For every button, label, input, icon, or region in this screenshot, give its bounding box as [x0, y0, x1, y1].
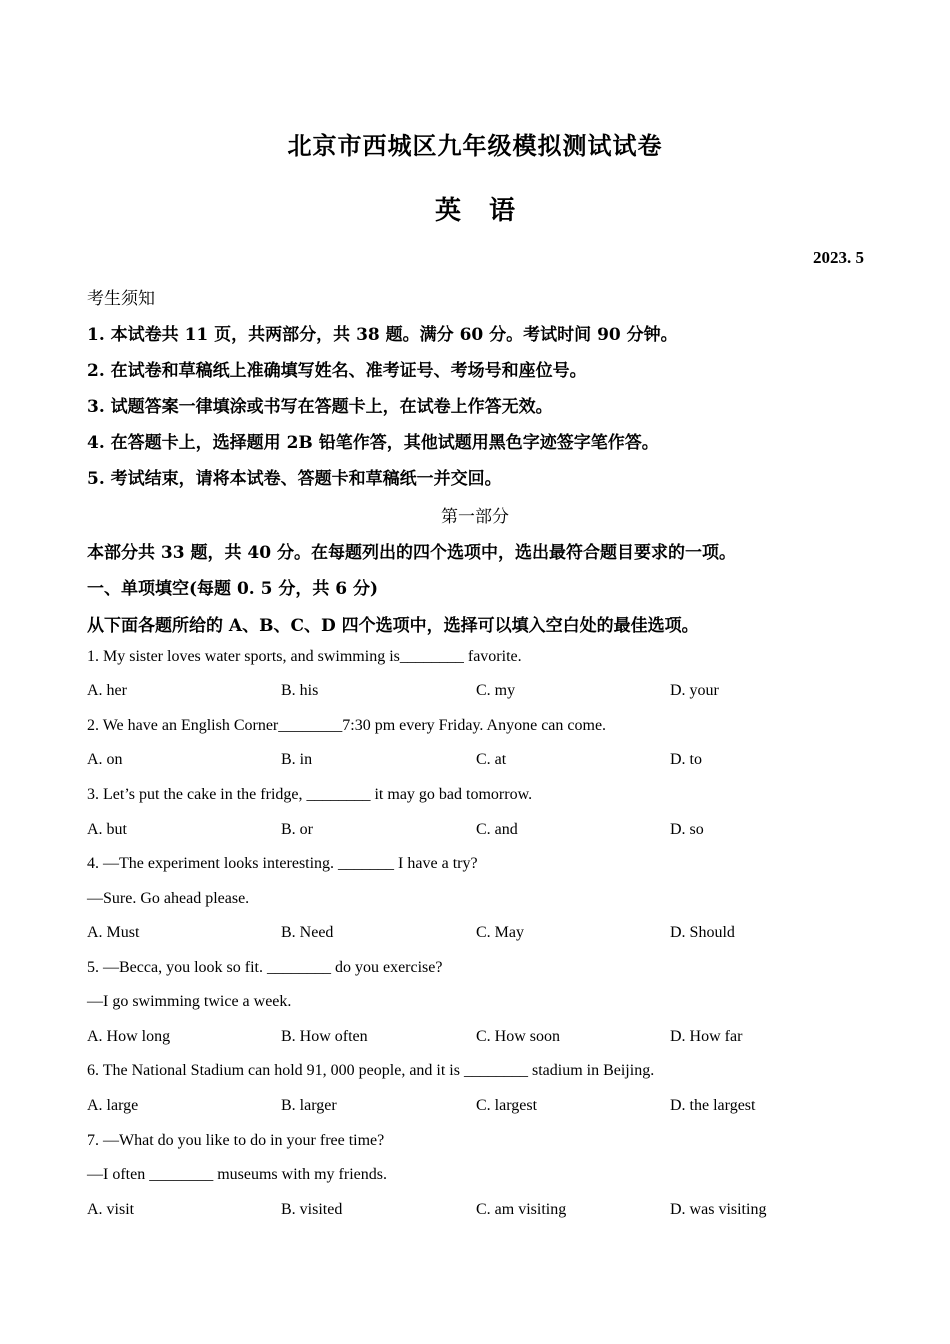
question-5-option-d: D. How far	[670, 1028, 743, 1045]
question-4-stem: 4. —The experiment looks interesting. _______ I have a try?	[87, 855, 478, 872]
question-4-option-d: D. Should	[670, 924, 735, 941]
section-instruction: 从下面各题所给的 A、B、C、D 四个选项中，选择可以填入空白处的最佳选项。	[87, 616, 699, 636]
question-2-option-a: A. on	[87, 751, 123, 768]
question-1-option-a: A. her	[87, 682, 127, 699]
question-7-stem: 7. —What do you like to do in your free time?	[87, 1132, 385, 1149]
question-4-option-a: A. Must	[87, 924, 140, 941]
question-6-option-b: B. larger	[281, 1097, 337, 1114]
question-4-option-b: B. Need	[281, 924, 334, 941]
question-5-stem: 5. —Becca, you look so fit. ________ do you exercise?	[87, 959, 443, 976]
part-title: 第一部分	[441, 507, 509, 527]
question-1-option-d: D. your	[670, 682, 719, 699]
question-6-stem: 6. The National Stadium can hold 91, 000 people, and it is ________ stadium in Beijing.	[87, 1062, 655, 1079]
subject-title: 英语	[434, 196, 543, 226]
question-7-option-b: B. visited	[281, 1201, 343, 1218]
question-5-option-a: A. How long	[87, 1028, 171, 1045]
question-7-reply: —I often ________ museums with my friends.	[87, 1166, 387, 1183]
question-5-option-b: B. How often	[281, 1028, 368, 1045]
question-1-stem: 1. My sister loves water sports, and swimming is________ favorite.	[87, 648, 522, 665]
part-intro: 本部分共 33 题，共 40 分。在每题列出的四个选项中，选出最符合题目要求的一项。	[87, 543, 736, 563]
question-5-option-c: C. How soon	[476, 1028, 561, 1045]
question-1-option-b: B. his	[281, 682, 319, 699]
question-6-option-d: D. the largest	[670, 1097, 756, 1114]
question-7-option-d: D. was visiting	[670, 1201, 767, 1218]
question-5-reply: —I go swimming twice a week.	[87, 993, 292, 1010]
exam-date: 2023. 5	[813, 248, 864, 267]
notice-item-2: 2. 在试卷和草稿纸上准确填写姓名、准考证号、考场号和座位号。	[87, 361, 587, 381]
notice-item-1: 1. 本试卷共 11 页，共两部分，共 38 题。满分 60 分。考试时间 90 分钟。	[87, 325, 678, 345]
question-6-option-a: A. large	[87, 1097, 139, 1114]
question-3-option-d: D. so	[670, 821, 704, 838]
notice-item-5: 5. 考试结束，请将本试卷、答题卡和草稿纸一并交回。	[87, 469, 502, 489]
question-3-stem: 3. Let’s put the cake in the fridge, ________ it may go bad tomorrow.	[87, 786, 533, 803]
question-6-option-c: C. largest	[476, 1097, 538, 1114]
exam-title: 北京市西城区九年级模拟测试试卷	[287, 131, 663, 160]
question-3-option-b: B. or	[281, 821, 313, 838]
notice-item-3: 3. 试题答案一律填涂或书写在答题卡上，在试卷上作答无效。	[87, 397, 553, 417]
question-4-reply: —Sure. Go ahead please.	[87, 890, 250, 907]
notice-item-4: 4. 在答题卡上，选择题用 2B 铅笔作答，其他试题用黑色字迹签字笔作答。	[87, 433, 659, 453]
question-4-option-c: C. May	[476, 924, 524, 941]
question-1-option-c: C. my	[476, 682, 516, 699]
question-7-option-c: C. am visiting	[476, 1201, 567, 1218]
notice-heading: 考生须知	[87, 289, 155, 309]
question-2-option-c: C. at	[476, 751, 507, 768]
section-title: 一、单项填空(每题 0. 5 分，共 6 分)	[87, 579, 379, 599]
question-2-stem: 2. We have an English Corner________7:30 pm every Friday. Anyone can come.	[87, 717, 607, 734]
question-3-option-c: C. and	[476, 821, 518, 838]
question-2-option-d: D. to	[670, 751, 702, 768]
question-7-option-a: A. visit	[87, 1201, 135, 1218]
question-3-option-a: A. but	[87, 821, 127, 838]
question-2-option-b: B. in	[281, 751, 313, 768]
